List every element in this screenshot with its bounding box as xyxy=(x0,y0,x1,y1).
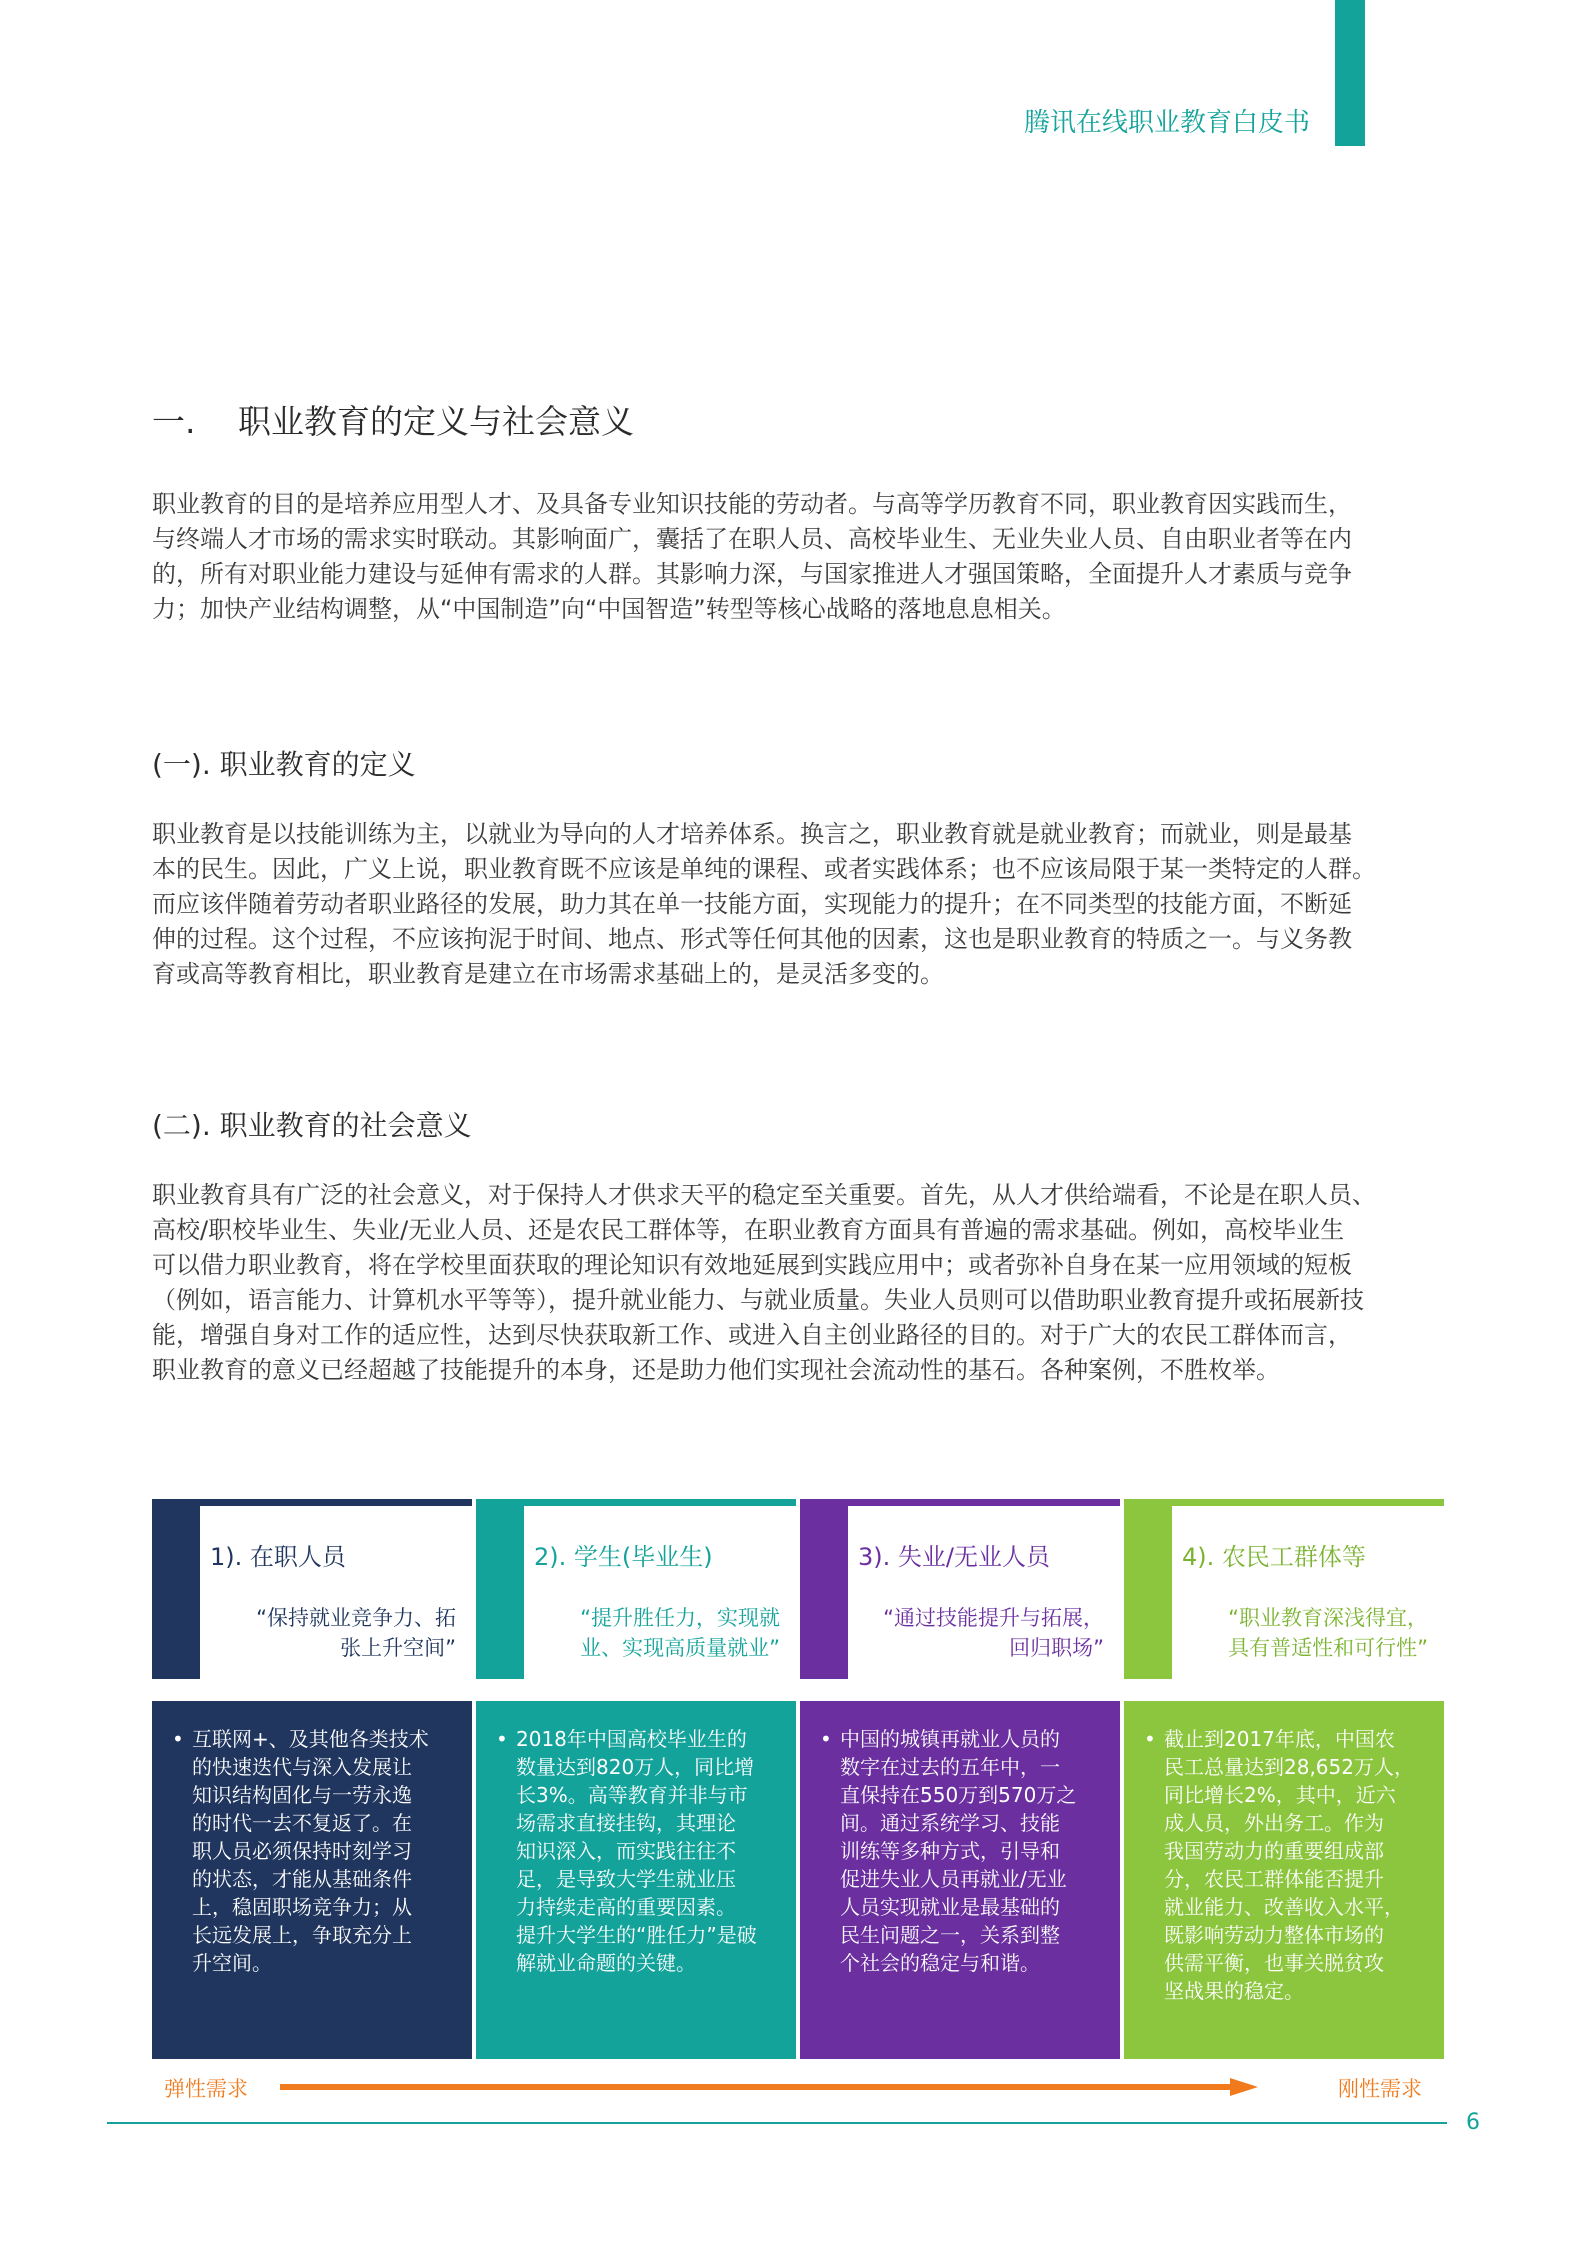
card-title: 4). 农民工群体等 xyxy=(1182,1543,1366,1571)
detail-line: 长3%。高等教育并非与市 xyxy=(516,1783,748,1807)
text-line: 的，所有对职业能力建设与延伸有需求的人群。其影响力深，与国家推进人才强国策略，全面提升人才素质与竞争 xyxy=(152,560,1352,588)
card-accent-top xyxy=(152,1499,472,1506)
text-line: 职业教育的意义已经超越了技能提升的本身，还是助力他们实现社会流动性的基石。各种案例，不胜枚举。 xyxy=(152,1356,1280,1384)
text-line: 与终端人才市场的需求实时联动。其影响面广，囊括了在职人员、高校毕业生、无业失业人员、自由职业者等在内 xyxy=(152,525,1352,553)
detail-line: 分，农民工群体能否提升 xyxy=(1164,1867,1384,1891)
brand-accent-bar xyxy=(1335,0,1365,146)
quote-line: 业、实现高质量就业” xyxy=(580,1636,780,1660)
detail-text xyxy=(1164,1725,1414,2005)
card-accent-left xyxy=(1124,1499,1172,1679)
text-line: （例如，语言能力、计算机水平等等），提升就业能力、与就业质量。失业人员则可以借助职业教育提升或拓展新技 xyxy=(152,1286,1364,1314)
detail-line: 供需平衡，也事关脱贫攻 xyxy=(1164,1951,1384,1975)
demand-left-label: 弹性需求 xyxy=(164,2077,248,2101)
detail-line: 升空间。 xyxy=(192,1951,272,1975)
detail-line: 训练等多种方式，引导和 xyxy=(840,1839,1060,1863)
bullet-icon: • xyxy=(172,1727,184,1751)
card-quote xyxy=(216,1603,456,1663)
bullet-icon: • xyxy=(820,1727,832,1751)
bullet-icon: • xyxy=(1144,1727,1156,1751)
significance-paragraph xyxy=(152,1178,1464,1388)
detail-line: 足，是导致大学生就业压 xyxy=(516,1867,736,1891)
detail-line: 的时代一去不复返了。在 xyxy=(192,1811,412,1835)
card-title: 1). 在职人员 xyxy=(210,1543,346,1571)
detail-line: 民工总量达到28,652万人， xyxy=(1164,1755,1414,1779)
quote-line: 具有普适性和可行性” xyxy=(1228,1636,1428,1660)
card-accent-top xyxy=(1124,1499,1444,1506)
detail-line: 坚战果的稳定。 xyxy=(1164,1979,1304,2003)
detail-line: 上，稳固职场竞争力；从 xyxy=(192,1895,412,1919)
detail-line: 同比增长2%，其中，近六 xyxy=(1164,1783,1396,1807)
detail-line: 提升大学生的“胜任力”是破 xyxy=(516,1923,757,1947)
card-accent-top xyxy=(476,1499,796,1506)
detail-line: 促进失业人员再就业/无业 xyxy=(840,1867,1067,1891)
detail-line: 互联网+、及其他各类技术 xyxy=(192,1727,429,1751)
header-brand: 腾讯在线职业教育白皮书 xyxy=(1023,108,1310,138)
detail-line: 人员实现就业是最基础的 xyxy=(840,1895,1060,1919)
quote-line: “提升胜任力，实现就 xyxy=(580,1606,780,1630)
detail-text xyxy=(840,1725,1076,1977)
detail-line: 知识结构固化与一劳永逸 xyxy=(192,1783,412,1807)
text-line: 职业教育具有广泛的社会意义，对于保持人才供求天平的稳定至关重要。首先，从人才供给端看，不论是在职人员、 xyxy=(152,1181,1376,1209)
quote-line: 回归职场” xyxy=(1009,1636,1104,1660)
text-line: 本的民生。因此，广义上说，职业教育既不应该是单纯的课程、或者实践体系；也不应该局限于某一类特定的人群。 xyxy=(152,855,1376,883)
card-accent-left xyxy=(152,1499,200,1679)
text-line: 而应该伴随着劳动者职业路径的发展，助力其在单一技能方面，实现能力的提升；在不同类型的技能方面，不断延 xyxy=(152,890,1352,918)
text-line: 力；加快产业结构调整，从“中国制造”向“中国智造”转型等核心战略的落地息息相关。 xyxy=(152,595,1066,623)
detail-line: 长远发展上，争取充分上 xyxy=(192,1923,412,1947)
page-number: 6 xyxy=(1466,2110,1480,2135)
card-title: 2). 学生(毕业生) xyxy=(534,1543,713,1571)
detail-line: 2018年中国高校毕业生的 xyxy=(516,1727,747,1751)
detail-line: 数量达到820万人，同比增 xyxy=(516,1755,755,1779)
text-line: 职业教育是以技能训练为主，以就业为导向的人才培养体系。换言之，职业教育就是就业教育；而就业，则是最基 xyxy=(152,820,1352,848)
detail-line: 知识深入，而实践往往不 xyxy=(516,1839,736,1863)
section-number: 一. xyxy=(152,402,196,441)
detail-line: 的状态，才能从基础条件 xyxy=(192,1867,412,1891)
text-line: 高校/职校毕业生、失业/无业人员、还是农民工群体等，在职业教育方面具有普遍的需求基础。例如，高校毕业生 xyxy=(152,1216,1345,1244)
card-quote xyxy=(864,1603,1104,1663)
footer-divider xyxy=(107,2122,1447,2124)
text-line: 育或高等教育相比，职业教育是建立在市场需求基础上的，是灵活多变的。 xyxy=(152,960,944,988)
group-card-unemployed xyxy=(800,1499,1120,1679)
detail-line: 直保持在550万到570万之 xyxy=(840,1783,1077,1807)
section-title: 职业教育的定义与社会意义 xyxy=(238,402,634,441)
quote-line: “保持就业竞争力、拓 xyxy=(256,1606,456,1630)
detail-line: 民生问题之一，关系到整 xyxy=(840,1923,1060,1947)
card-accent-left xyxy=(800,1499,848,1679)
intro-paragraph xyxy=(152,487,1464,627)
detail-line: 职人员必须保持时刻学习 xyxy=(192,1839,412,1863)
card-quote xyxy=(540,1603,780,1663)
detail-line: 解就业命题的关键。 xyxy=(516,1951,696,1975)
detail-text xyxy=(516,1725,757,1977)
detail-line: 成人员，外出务工。作为 xyxy=(1164,1811,1384,1835)
text-line: 职业教育的目的是培养应用型人才、及具备专业知识技能的劳动者。与高等学历教育不同，职业教育因实践而生， xyxy=(152,490,1352,518)
detail-line: 个社会的稳定与和谐。 xyxy=(840,1951,1040,1975)
text-line: 能，增强自身对工作的适应性，达到尽快获取新工作、或进入自主创业路径的目的。对于广大的农民工群体而言， xyxy=(152,1321,1352,1349)
card-title: 3). 失业/无业人员 xyxy=(858,1543,1050,1571)
detail-line: 截止到2017年底，中国农 xyxy=(1164,1727,1395,1751)
detail-line: 力持续走高的重要因素。 xyxy=(516,1895,736,1919)
detail-text xyxy=(192,1725,429,1977)
group-card-employed xyxy=(152,1499,472,1679)
quote-line: 张上升空间” xyxy=(340,1636,456,1660)
card-quote xyxy=(1188,1603,1428,1663)
definition-paragraph xyxy=(152,817,1464,992)
group-detail-unemployed xyxy=(800,1701,1120,2059)
subsection-title-definition: (一). 职业教育的定义 xyxy=(152,748,416,781)
quote-line: “通过技能提升与拓展， xyxy=(883,1606,1104,1630)
text-line: 可以借力职业教育，将在学校里面获取的理论知识有效地延展到实践应用中；或者弥补自身在某一应用领域的短板 xyxy=(152,1251,1352,1279)
section-heading xyxy=(152,396,634,443)
detail-line: 间。通过系统学习、技能 xyxy=(840,1811,1060,1835)
detail-line: 中国的城镇再就业人员的 xyxy=(840,1727,1060,1751)
subsection-title-significance: (二). 职业教育的社会意义 xyxy=(152,1109,472,1142)
group-card-graduates xyxy=(476,1499,796,1679)
demand-right-label: 刚性需求 xyxy=(1338,2077,1422,2101)
detail-line: 场需求直接挂钩，其理论 xyxy=(516,1811,736,1835)
group-detail-migrant-workers xyxy=(1124,1701,1444,2059)
text-line: 伸的过程。这个过程，不应该拘泥于时间、地点、形式等任何其他的因素，这也是职业教育的特质之一。与义务教 xyxy=(152,925,1352,953)
detail-line: 我国劳动力的重要组成部 xyxy=(1164,1839,1384,1863)
detail-line: 既影响劳动力整体市场的 xyxy=(1164,1923,1384,1947)
detail-line: 就业能力、改善收入水平， xyxy=(1164,1895,1404,1919)
detail-line: 的快速迭代与深入发展让 xyxy=(192,1755,412,1779)
card-accent-top xyxy=(800,1499,1120,1506)
detail-line: 数字在过去的五年中，一 xyxy=(840,1755,1060,1779)
group-detail-employed xyxy=(152,1701,472,2059)
group-card-migrant-workers xyxy=(1124,1499,1444,1679)
card-accent-left xyxy=(476,1499,524,1679)
bullet-icon: • xyxy=(496,1727,508,1751)
quote-line: “职业教育深浅得宜， xyxy=(1228,1606,1428,1630)
demand-arrow-icon xyxy=(280,2076,1260,2098)
group-detail-graduates xyxy=(476,1701,796,2059)
